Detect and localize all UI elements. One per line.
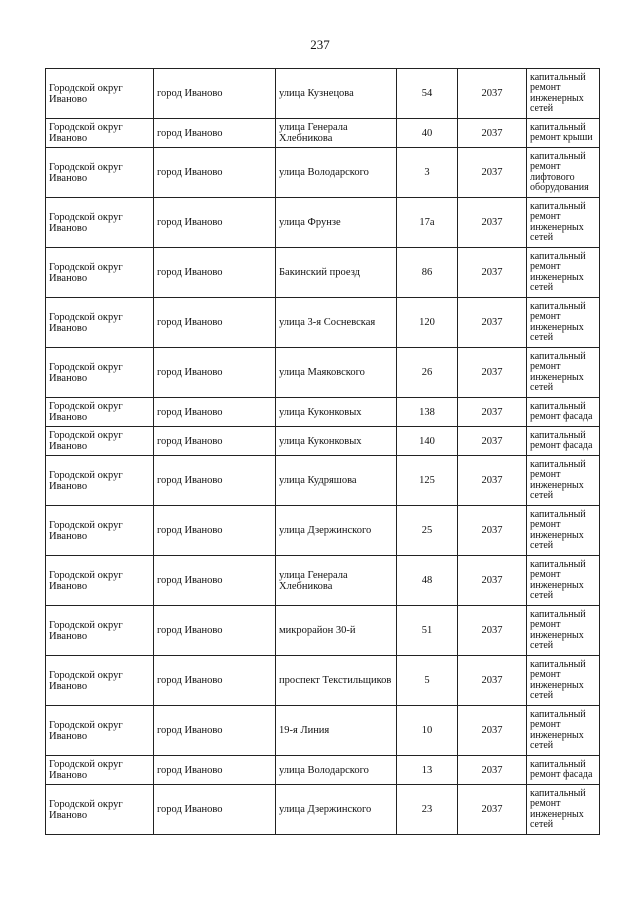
street-cell: проспект Текстильщиков (276, 656, 397, 706)
table-row (46, 785, 600, 835)
city-cell: город Иваново (154, 348, 276, 398)
street-cell: улица 3-я Сосневская (276, 298, 397, 348)
year-cell: 2037 (458, 656, 527, 706)
year-cell: 2037 (458, 785, 527, 835)
table-row (46, 348, 600, 398)
table-row (46, 298, 600, 348)
year-cell: 2037 (458, 756, 527, 785)
table-row (46, 756, 600, 785)
house-number-cell: 86 (397, 248, 458, 298)
city-cell: город Иваново (154, 427, 276, 456)
district-cell: Городской округ Иваново (46, 456, 154, 506)
house-number-cell: 13 (397, 756, 458, 785)
table-row (46, 427, 600, 456)
table-row (46, 506, 600, 556)
table-row (46, 248, 600, 298)
work-type-cell: капитальный ремонт инженерных сетей (527, 785, 600, 835)
street-cell: улица Кудряшова (276, 456, 397, 506)
district-cell: Городской округ Иваново (46, 427, 154, 456)
year-cell: 2037 (458, 706, 527, 756)
house-number-cell: 51 (397, 606, 458, 656)
district-cell: Городской округ Иваново (46, 556, 154, 606)
work-type-cell: капитальный ремонт инженерных сетей (527, 298, 600, 348)
city-cell: город Иваново (154, 248, 276, 298)
street-cell: улица Маяковского (276, 348, 397, 398)
work-type-cell: капитальный ремонт фасада (527, 756, 600, 785)
year-cell: 2037 (458, 556, 527, 606)
work-type-cell: капитальный ремонт инженерных сетей (527, 348, 600, 398)
street-cell: улица Генерала Хлебникова (276, 119, 397, 148)
district-cell: Городской округ Иваново (46, 656, 154, 706)
table-row (46, 148, 600, 198)
district-cell: Городской округ Иваново (46, 706, 154, 756)
district-cell: Городской округ Иваново (46, 298, 154, 348)
house-number-cell: 3 (397, 148, 458, 198)
city-cell: город Иваново (154, 556, 276, 606)
house-number-cell: 48 (397, 556, 458, 606)
city-cell: город Иваново (154, 456, 276, 506)
city-cell: город Иваново (154, 69, 276, 119)
work-type-cell: капитальный ремонт инженерных сетей (527, 506, 600, 556)
street-cell: улица Кузнецова (276, 69, 397, 119)
house-number-cell: 140 (397, 427, 458, 456)
year-cell: 2037 (458, 398, 527, 427)
year-cell: 2037 (458, 69, 527, 119)
table-row (46, 706, 600, 756)
district-cell: Городской округ Иваново (46, 785, 154, 835)
street-cell: 19-я Линия (276, 706, 397, 756)
street-cell: микрорайон 30-й (276, 606, 397, 656)
housing-repair-table (45, 68, 600, 835)
street-cell: улица Дзержинского (276, 785, 397, 835)
work-type-cell: капитальный ремонт инженерных сетей (527, 656, 600, 706)
work-type-cell: капитальный ремонт лифтового оборудования (527, 148, 600, 198)
street-cell: улица Куконковых (276, 398, 397, 427)
street-cell: улица Володарского (276, 148, 397, 198)
house-number-cell: 125 (397, 456, 458, 506)
house-number-cell: 25 (397, 506, 458, 556)
work-type-cell: капитальный ремонт фасада (527, 398, 600, 427)
work-type-cell: капитальный ремонт инженерных сетей (527, 456, 600, 506)
district-cell: Городской округ Иваново (46, 119, 154, 148)
work-type-cell: капитальный ремонт инженерных сетей (527, 69, 600, 119)
year-cell: 2037 (458, 348, 527, 398)
street-cell: улица Генерала Хлебникова (276, 556, 397, 606)
work-type-cell: капитальный ремонт инженерных сетей (527, 556, 600, 606)
city-cell: город Иваново (154, 785, 276, 835)
district-cell: Городской округ Иваново (46, 198, 154, 248)
table-row (46, 69, 600, 119)
city-cell: город Иваново (154, 756, 276, 785)
street-cell: улица Дзержинского (276, 506, 397, 556)
year-cell: 2037 (458, 148, 527, 198)
year-cell: 2037 (458, 427, 527, 456)
house-number-cell: 138 (397, 398, 458, 427)
city-cell: город Иваново (154, 148, 276, 198)
page-number: 237 (310, 37, 330, 52)
city-cell: город Иваново (154, 656, 276, 706)
work-type-cell: капитальный ремонт крыши (527, 119, 600, 148)
district-cell: Городской округ Иваново (46, 148, 154, 198)
house-number-cell: 23 (397, 785, 458, 835)
district-cell: Городской округ Иваново (46, 248, 154, 298)
district-cell: Городской округ Иваново (46, 398, 154, 427)
table-row (46, 119, 600, 148)
house-number-cell: 5 (397, 656, 458, 706)
work-type-cell: капитальный ремонт фасада (527, 427, 600, 456)
city-cell: город Иваново (154, 606, 276, 656)
house-number-cell: 26 (397, 348, 458, 398)
year-cell: 2037 (458, 456, 527, 506)
city-cell: город Иваново (154, 398, 276, 427)
city-cell: город Иваново (154, 198, 276, 248)
house-number-cell: 40 (397, 119, 458, 148)
district-cell: Городской округ Иваново (46, 756, 154, 785)
table-row (46, 656, 600, 706)
street-cell: улица Фрунзе (276, 198, 397, 248)
table-row (46, 556, 600, 606)
year-cell: 2037 (458, 119, 527, 148)
year-cell: 2037 (458, 298, 527, 348)
district-cell: Городской округ Иваново (46, 69, 154, 119)
table-row (46, 198, 600, 248)
year-cell: 2037 (458, 606, 527, 656)
city-cell: город Иваново (154, 119, 276, 148)
work-type-cell: капитальный ремонт инженерных сетей (527, 606, 600, 656)
district-cell: Городской округ Иваново (46, 606, 154, 656)
district-cell: Городской округ Иваново (46, 506, 154, 556)
table-row (46, 606, 600, 656)
city-cell: город Иваново (154, 506, 276, 556)
street-cell: улица Куконковых (276, 427, 397, 456)
city-cell: город Иваново (154, 298, 276, 348)
work-type-cell: капитальный ремонт инженерных сетей (527, 706, 600, 756)
house-number-cell: 54 (397, 69, 458, 119)
street-cell: Бакинский проезд (276, 248, 397, 298)
house-number-cell: 120 (397, 298, 458, 348)
work-type-cell: капитальный ремонт инженерных сетей (527, 198, 600, 248)
street-cell: улица Володарского (276, 756, 397, 785)
table-row (46, 456, 600, 506)
district-cell: Городской округ Иваново (46, 348, 154, 398)
city-cell: город Иваново (154, 706, 276, 756)
work-type-cell: капитальный ремонт инженерных сетей (527, 248, 600, 298)
year-cell: 2037 (458, 506, 527, 556)
house-number-cell: 10 (397, 706, 458, 756)
house-number-cell: 17а (397, 198, 458, 248)
year-cell: 2037 (458, 198, 527, 248)
table-row (46, 398, 600, 427)
year-cell: 2037 (458, 248, 527, 298)
